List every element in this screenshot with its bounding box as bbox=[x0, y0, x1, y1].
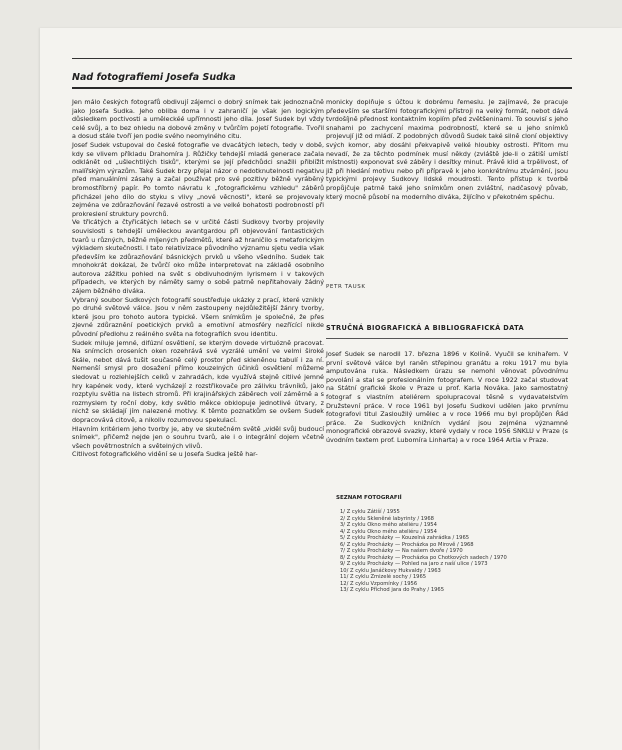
bio-rule bbox=[326, 338, 568, 339]
author-name: PETR TAUSK bbox=[326, 284, 366, 290]
paragraph: Hlavním kritériem jeho tvorby je, aby ve skutečném světě „viděl svůj budoucí snímek", přičemž nejde jen o souhru tvarů, ale i o integrální dojem včetně všech povětrnostních a světelných vlivů. bbox=[72, 424, 324, 450]
list-item: 11/ Z cyklu Zmizelé sochy / 1965 bbox=[340, 574, 427, 580]
bio-heading: STRUČNÁ BIOGRAFICKÁ A BIBLIOGRAFICKÁ DATA bbox=[326, 324, 525, 332]
title-rule bbox=[72, 87, 572, 89]
top-rule bbox=[72, 58, 572, 59]
magazine-page bbox=[40, 28, 622, 750]
left-column bbox=[72, 98, 324, 459]
list-item: 10/ Z cyklu Janáčkovy Hukvaldy / 1963 bbox=[340, 567, 441, 574]
paragraph: Josef Sudek vstupoval do české fotografie ve dvacátých letech, tedy v době, kdy se vlivem příkladu Drahomíra J. Růžičky tehdejší mladá generace začala odklánět od „ušlechtilých tisků", kterými se její předchůdci snažili přiblížit malířským výrazům. Také Sudek brzy přejal názor o nedotknutelnosti negativu před manuálními zásahy a začal používat pro své pozitivy běžně vyráběný bromostříbrný papír. Po tomto návratu k „fotografickému vzhledu" záběrů přicházel jeho dílo do styku s vlivy „nové věcnosti", které se projevovaly zejména ve zdůrazňování řezavé ostrosti a ve velké bohatosti podrobností při prokreslení struktury povrchů. bbox=[72, 140, 324, 218]
photo-list bbox=[340, 509, 570, 594]
paragraph: Jen málo českých fotografů obdivují zájemci o dobrý snímek tak jednoznačně jako Josefa Sudka. Jeho obliba doma i v zahraničí je však jen logickým důsledkem poctivosti a uměleckéé upřímnosti jeho díla. Josef Sudek byl vždy celé svůj, a to bez ohledu na dobové změny v tvůrčím pojetí fotografie. Tvořil a dosud stále tvoří jen podle svého neomylného citu. bbox=[72, 98, 324, 141]
list-item: 2/ Z cyklu Skleněné labyrinty / 1968 bbox=[340, 515, 434, 522]
list-item: 4/ Z cyklu Okno mého ateliéru / 1954 bbox=[340, 528, 437, 535]
right-column bbox=[326, 98, 568, 201]
list-item: 8/ Z cyklu Procházky — Procházka po Chotkových sadech / 1970 bbox=[340, 554, 507, 561]
paragraph: Ve třicátých a čtyřicátých letech se v určité části Sudkovy tvorby projevily souvislosti s tehdejší uměleckou avantgardou při objevování fantastických tvarů u různých, běžně míjených předmětů, které až hraničilo s metaforickým výkladem skutečnosti. I tato relativizace původního významu sjetu vedla však především ke zdůrazňování básnických prvků u všeho všedního. Sudek tak mnohokrát dokázal, že tvůrčí oko může interpretovat na základě osobního autorova zážitku pohled na svět s obdivuhodným lyrismem i v takových případech, ve kterých by náměty samy o sobě patrně nepřitahovaly žádný zájem běžného diváka. bbox=[72, 218, 324, 296]
article-title: Nad fotografiemi Josefa Sudka bbox=[72, 72, 236, 83]
list-item: 12/ Z cyklu Vzpomínky / 1956 bbox=[340, 580, 418, 587]
list-item: 7/ Z cyklu Procházky — Na našem dvoře / 1970 bbox=[340, 548, 463, 554]
photo-list-heading: SEZNAM FOTOGRAFIÍ bbox=[336, 495, 402, 501]
paragraph: Citlivost fotografického vidění se u Josefa Sudka ještě har- bbox=[72, 450, 258, 459]
bio-text: Josef Sudek se narodil 17. března 1896 v Kolíně. Vyučil se knihařem. V první světové válce byl raněn střepinou granátu a roku 1917 mu byla amputována ruka. Následkem úrazu se nemohl věnovat původnímu povolání a stal se profesionálním fotografem. V roce 1922 začal studovat na Státní grafické škole v Praze u prof. Karla Nováka. Jako samostatný fotograf s vlastním ateliérem spolupracoval těsně s vydavatelstvím Družstevní práce. V roce 1961 byl Josefu Sudkovi udělen jako prvnímu fotografovi titul Zasloužilý umělec a v roce 1966 mu byl propůjčen Řád práce. Ze Sudkových knižních vydání jsou zejména významné monografické obrazové svazky, které vydaly v roce 1956 SNKLU v Praze (s úvodním textem prof. Lubomíra Linharta) a v roce 1964 Artia v Praze. bbox=[326, 350, 568, 444]
paragraph: monicky doplňuje s účtou k dobrému řemeslu. Je zajímavé, že pracuje především se staršími fotografickými přístroji na velký formát, nebot dává tvrdošíjně přednost kontaktním kopiím před zvětšeninami. To souvisí s jeho snahami po zachycení maxima podrobností, které se u jeho snímků projevují již od mládí. Z podobných důvodů Sudek také silně cloní objektivy svých komor, aby dosáhl překvapivě velké hloubky ostrosti. Přitom mu nevadí, že za těchto podmínek musí někdy (zvláště jde-li o zátiší umístí místnosti) exponovat své záběry i desítky minut. Právě klid a trpělivost, of již při hledání motivu nebo při přípravě k jeho konkrétnímu ztvárnění, jsou typickými projevy Sudkovy lidské moudrosti. Tento přístup k tvorbě propůjčuje patrně také jeho snímkům onen zvláštní, nadčasový půvab, který mocně působí na moderního diváka, žijícího v překotném spěchu. bbox=[326, 98, 568, 201]
list-item: 6/ Z cyklu Procházky — Procházka po Mirově / 1968 bbox=[340, 541, 474, 548]
list-item: 1/ Z cyklu Zátiší / 1955 bbox=[340, 509, 400, 515]
list-item: 9/ Z cyklu Procházky — Pohled na jaro z naší ulice / 1973 bbox=[340, 561, 488, 567]
paragraph: Sudek miluje jemné, difúzní osvětlení, se kterým dovede virtuózně pracovat. Na snímcích oroseních oken rozehrává své vyzrálé umění ve velmi široké škále, nebot dává tušit současně celý prostor před skleněnou tabulí i za ní. Nemenší smysl pro dosažení přímo kouzelných účinků osvětlení můžeme sledovat u rozlehlejších celků v zahradách, kde využívá stejně citlivé jemné hry kapének vody, které vycházejí z rozstřikovače pro zálivku trávníků, jako rozptylu světla na listech stromů. Při krajinářských záběrech volí záměrně a s rozmyslem ty roční doby, kdy světlo měkce obklopuje jednotlivé útvary, z nichž se skládají jím nalezené motivy. K těmto poznatkům se ovšem Sudek dopracovává citově, a nikoliv rozumovou spekulací. bbox=[72, 338, 324, 424]
list-item: 5/ Z cyklu Procházky — Kouzelná zahrádka / 1965 bbox=[340, 535, 470, 541]
list-item: 13/ Z cyklu Příchod jara do Prahy / 1965 bbox=[340, 587, 445, 593]
list-item: 3/ Z cyklu Okno mého ateliéru / 1954 bbox=[340, 522, 437, 528]
paragraph: Vybraný soubor Sudkových fotografií soustřeďuje ukázky z prací, které vznikly po druhé světové válce. Jsou v něm zastoupeny nejdůležitější žánry tvorby, které jsou pro tohoto autora typické. Všem snímkům je společné, že přes zjevné zdůraznění poetických prvků a emotivní atmosféry nezřícící nikde původní předlohu z reálného světa na fotografiích svou identitu. bbox=[72, 295, 324, 339]
